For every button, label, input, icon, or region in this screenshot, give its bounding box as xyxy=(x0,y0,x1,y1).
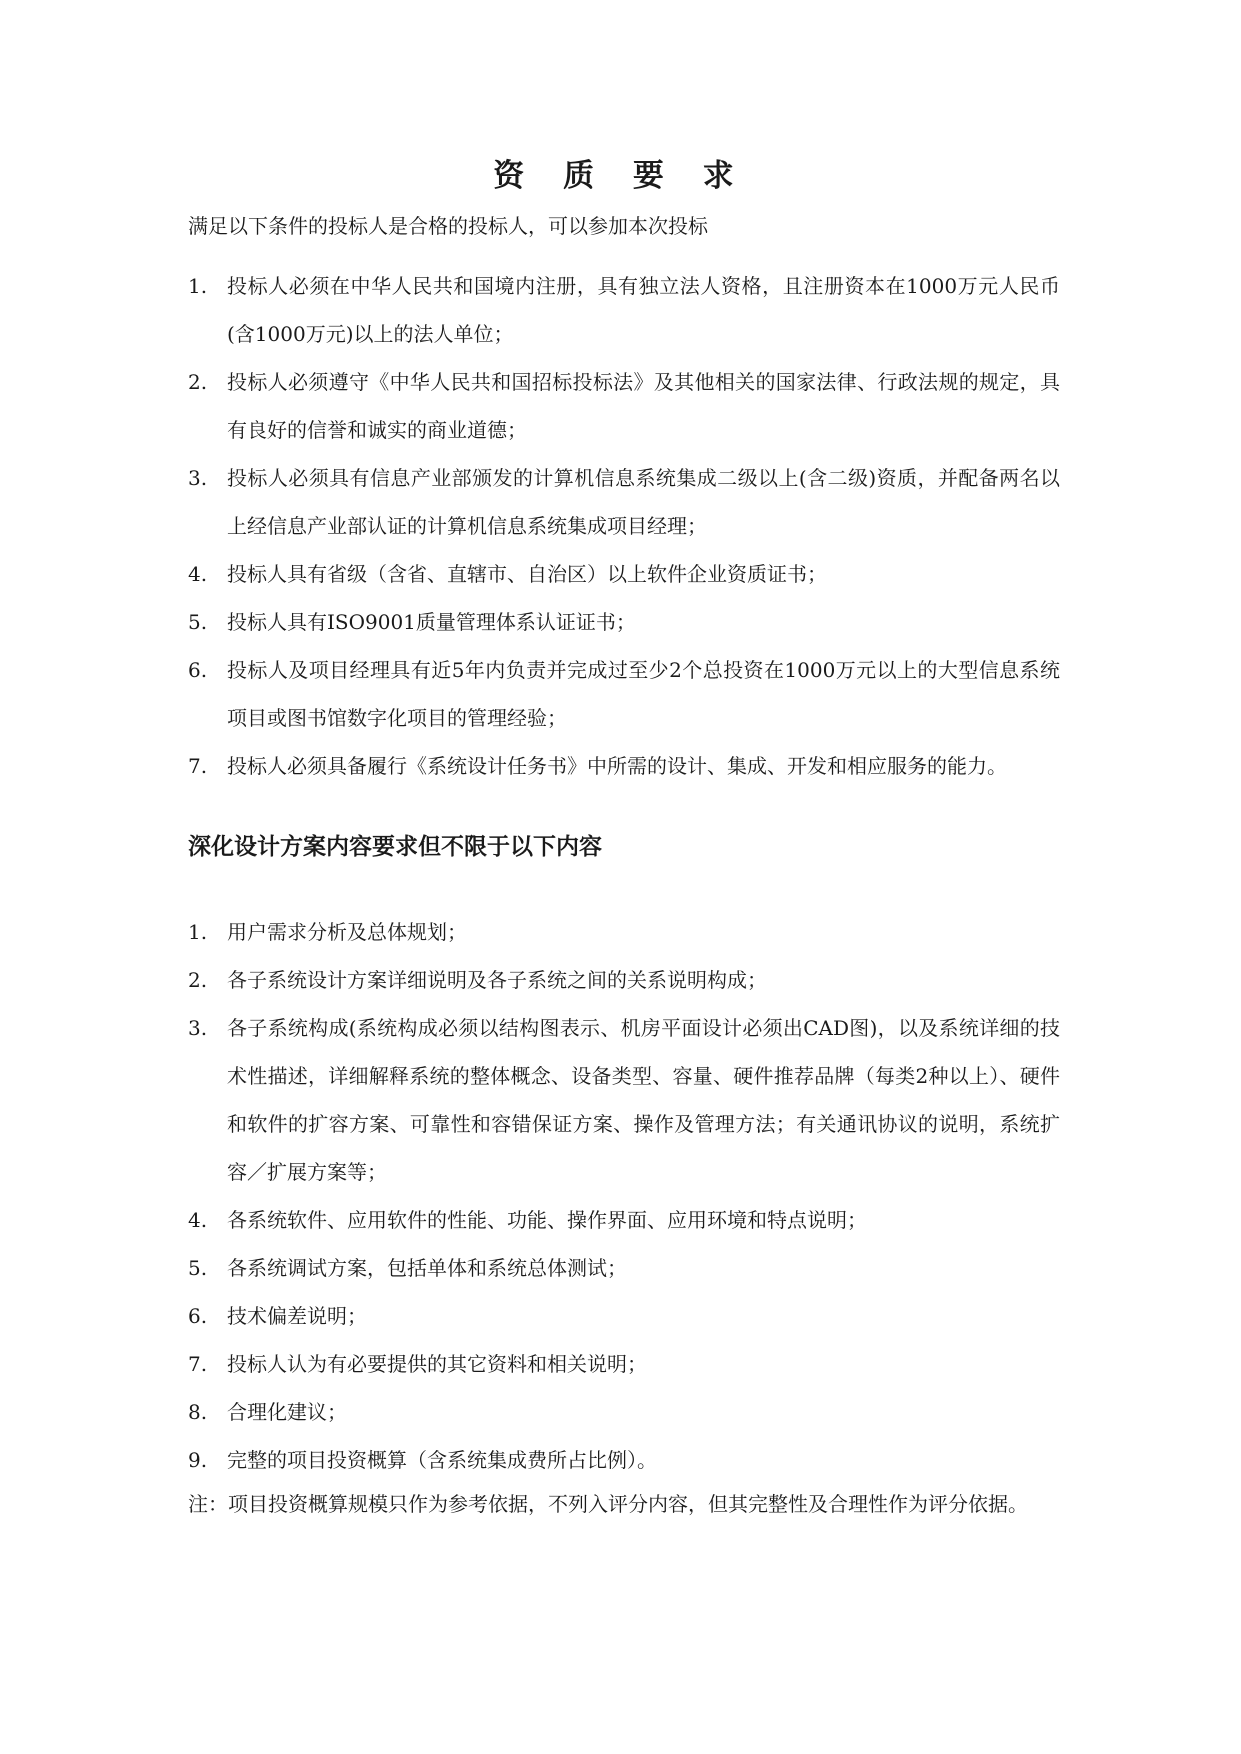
item-text: 合理化建议； xyxy=(227,1400,347,1424)
item-text: 各子系统设计方案详细说明及各子系统之间的关系说明构成； xyxy=(227,968,767,992)
item-text: 投标人认为有必要提供的其它资料和相关说明； xyxy=(227,1352,647,1376)
item-number: 7. xyxy=(188,1352,208,1376)
list-item xyxy=(188,1244,1060,1292)
list-item xyxy=(188,1436,1060,1484)
item-text: 投标人必须具备履行《系统设计任务书》中所需的设计、集成、开发和相应服务的能力。 xyxy=(227,754,1007,778)
item-number: 1. xyxy=(188,274,208,298)
list-item xyxy=(188,1004,1060,1196)
list-item xyxy=(188,1340,1060,1388)
item-number: 6. xyxy=(188,1304,208,1328)
item-number: 8. xyxy=(188,1400,208,1424)
list-item xyxy=(188,358,1060,454)
item-number: 1. xyxy=(188,920,208,944)
list-item xyxy=(188,646,1060,742)
item-number: 6. xyxy=(188,658,208,682)
item-text: 投标人具有ISO9001质量管理体系认证证书； xyxy=(227,610,636,634)
item-text: 各系统软件、应用软件的性能、功能、操作界面、应用环境和特点说明； xyxy=(227,1208,867,1232)
list-item xyxy=(188,550,1060,598)
item-text: 投标人必须遵守《中华人民共和国招标投标法》及其他相关的国家法律、行政法规的规定，具有良好的信誉和诚实的商业道德； xyxy=(227,370,1060,442)
item-text: 投标人及项目经理具有近5年内负责并完成过至少2个总投资在1000万元以上的大型信息系统项目或图书馆数字化项目的管理经验； xyxy=(227,658,1060,730)
list-item xyxy=(188,956,1060,1004)
list-item xyxy=(188,598,1060,646)
item-text: 投标人必须在中华人民共和国境内注册，具有独立法人资格，且注册资本在1000万元人民币(含1000万元)以上的法人单位； xyxy=(227,274,1060,346)
item-number: 5. xyxy=(188,610,208,634)
item-number: 5. xyxy=(188,1256,208,1280)
footnote: 注：项目投资概算规模只作为参考依据，不列入评分内容，但其完整性及合理性作为评分依据。 xyxy=(188,1492,1028,1516)
item-text: 技术偏差说明； xyxy=(227,1304,367,1328)
item-number: 2. xyxy=(188,968,208,992)
item-text: 投标人必须具有信息产业部颁发的计算机信息系统集成二级以上(含二级)资质，并配备两名以上经信息产业部认证的计算机信息系统集成项目经理； xyxy=(227,466,1060,538)
item-text: 用户需求分析及总体规划； xyxy=(227,920,467,944)
item-text: 完整的项目投资概算（含系统集成费所占比例）。 xyxy=(227,1448,657,1472)
item-number: 7. xyxy=(188,754,208,778)
list-item xyxy=(188,908,1060,956)
qualification-list xyxy=(188,262,1060,790)
design-requirement-list xyxy=(188,908,1060,1484)
item-number: 2. xyxy=(188,370,208,394)
item-text: 各子系统构成(系统构成必须以结构图表示、机房平面设计必须出CAD图)，以及系统详细的技术性描述，详细解释系统的整体概念、设备类型、容量、硬件推荐品牌（每类2种以上）、硬件和软件的扩容方案、可靠性和容错保证方案、操作及管理方法；有关通讯协议的说明，系统扩容／扩展方案等； xyxy=(227,1016,1060,1184)
intro-paragraph: 满足以下条件的投标人是合格的投标人，可以参加本次投标 xyxy=(188,214,708,238)
list-item xyxy=(188,454,1060,550)
item-number: 4. xyxy=(188,562,208,586)
list-item xyxy=(188,262,1060,358)
item-number: 3. xyxy=(188,466,208,490)
list-item xyxy=(188,742,1060,790)
item-number: 4. xyxy=(188,1208,208,1232)
list-item xyxy=(188,1196,1060,1244)
list-item xyxy=(188,1388,1060,1436)
section-heading: 深化设计方案内容要求但不限于以下内容 xyxy=(188,834,602,860)
item-number: 9. xyxy=(188,1448,208,1472)
document-title: 资 质 要 求 xyxy=(493,158,748,194)
item-text: 投标人具有省级（含省、直辖市、自治区）以上软件企业资质证书； xyxy=(227,562,827,586)
item-number: 3. xyxy=(188,1016,208,1040)
list-item xyxy=(188,1292,1060,1340)
item-text: 各系统调试方案，包括单体和系统总体测试； xyxy=(227,1256,627,1280)
